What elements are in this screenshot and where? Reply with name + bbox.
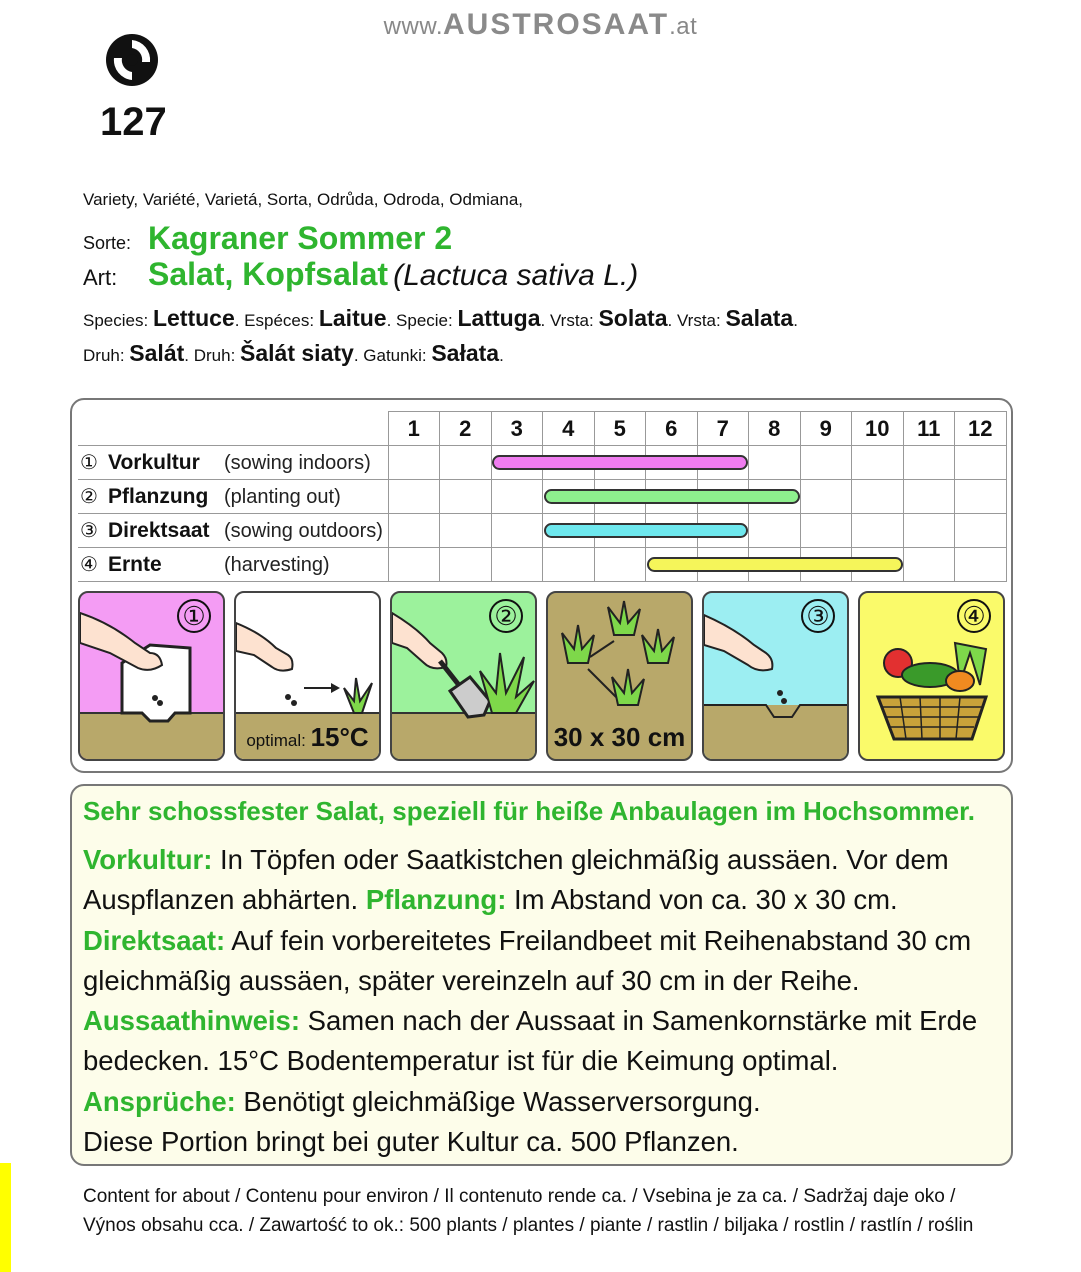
vorkultur-key: Vorkultur: bbox=[83, 844, 213, 875]
species-translations-line1: Species: Lettuce. Espéces: Laitue. Specie: Lattuga. Vrsta: Solata. Vrsta: Salata. bbox=[83, 305, 798, 331]
ansprueche-key: Ansprüche: bbox=[83, 1085, 236, 1117]
species-row bbox=[83, 256, 638, 293]
calendar-bar-4 bbox=[647, 557, 903, 572]
month-12: 12 bbox=[955, 412, 1007, 446]
pack-number: 127 bbox=[100, 100, 167, 144]
calendar-bar-2 bbox=[544, 489, 800, 504]
plant-spacing-value: 30 x 30 cm bbox=[553, 722, 686, 752]
species-name: Salat, Kopfsalat bbox=[148, 256, 389, 292]
calendar-row-pflanzung: ② Pflanzung (planting out) bbox=[78, 480, 1006, 514]
tile-germination-temperature bbox=[234, 591, 381, 761]
website-url: www.AUSTROSAAT.at bbox=[383, 8, 698, 41]
pflanzung-key: Pflanzung: bbox=[365, 884, 507, 916]
calendar-bar-1 bbox=[492, 455, 748, 470]
tile-sowing-indoors bbox=[78, 591, 225, 761]
variety-translations: Variety, Variété, Varietá, Sorta, Odrůda, Odroda, Odmiana, bbox=[83, 190, 524, 209]
step-number-2: ② bbox=[489, 599, 523, 633]
tile-sowing-outdoors bbox=[702, 591, 849, 761]
calendar-bar-3 bbox=[544, 523, 748, 538]
month-11: 11 bbox=[903, 412, 955, 446]
calendar-row-vorkultur: ① Vorkultur (sowing indoors) bbox=[78, 446, 1006, 480]
month-3: 3 bbox=[491, 412, 543, 446]
species-translations-line2: Druh: Salát. Druh: Šalát siaty. Gatunki: Sałata. bbox=[83, 340, 504, 366]
sorte-label: Sorte: bbox=[83, 233, 132, 253]
step-number-1: ① bbox=[177, 599, 211, 633]
month-7: 7 bbox=[697, 412, 749, 446]
month-2: 2 bbox=[440, 412, 492, 446]
step-number-3: ③ bbox=[801, 599, 835, 633]
content-amount-line2: Výnos obsahu cca. / Zawartość to ok.: 500 plants / plantes / piante / rastlin / biljaka / rostlin / rastlín / roślin bbox=[83, 1215, 974, 1236]
month-4: 4 bbox=[543, 412, 595, 446]
step-number-4: ④ bbox=[957, 599, 991, 633]
variety-row bbox=[83, 220, 452, 257]
month-10: 10 bbox=[852, 412, 904, 446]
variety-name: Kagraner Sommer 2 bbox=[148, 220, 453, 256]
art-label: Art: bbox=[83, 265, 118, 290]
calendar-row-direktsaat: ③ Direktsaat (sowing outdoors) bbox=[78, 514, 1006, 548]
growing-instructions-text: Vorkultur: In Töpfen oder Saatkistchen gleichmäßig aussäen. Vor dem Auspflanzen abhärten. Pflanzung: Im Abstand von ca. 30 x 30 cm. Direktsaat: Auf fein vorbereitetes Freilandbeet mit Reihenabstand 30 cm gleichmäßig aussäen, später vereinzeln auf 30 cm in der Reihe. Aussaathinweis: Samen nach der Aussaat in Samenkornstärke mit Erde bedecken. 15°C Bodentemperatur ist für die Keimung optimal. Ansprüche: Benötigt gleichmäßige Wasserversorgung. Diese Portion bringt bei guter Kultur ca. 500 Pflanzen. bbox=[83, 844, 978, 1158]
calendar-month-row bbox=[78, 412, 1006, 446]
content-amount-line1: Content for about / Contenu pour environ / Il contenuto rende ca. / Vsebina je za ca. / Sadržaj daje oko / bbox=[83, 1186, 956, 1207]
green-dot-recycle-icon bbox=[104, 32, 160, 88]
tile-plant-spacing bbox=[546, 591, 693, 761]
portion-yield: Diese Portion bringt bei guter Kultur ca. 500 Pflanzen. bbox=[83, 1126, 739, 1158]
direktsaat-key: Direktsaat: bbox=[83, 924, 226, 956]
calendar-row-ernte: ④ Ernte (harvesting) bbox=[78, 548, 1006, 582]
germination-temperature: optimal: 15°C bbox=[246, 722, 369, 752]
latin-name: (Lactuca sativa L.) bbox=[393, 259, 639, 292]
aussaat-key: Aussaathinweis: bbox=[83, 1005, 301, 1037]
month-6: 6 bbox=[646, 412, 698, 446]
edge-color-strip bbox=[0, 1163, 11, 1272]
variety-headline: Sehr schossfester Salat, speziell für heiße Anbaulagen im Hochsommer. bbox=[83, 796, 975, 826]
tile-harvesting bbox=[858, 591, 1005, 761]
month-8: 8 bbox=[749, 412, 801, 446]
tile-planting-out bbox=[390, 591, 537, 761]
month-5: 5 bbox=[594, 412, 646, 446]
month-9: 9 bbox=[800, 412, 852, 446]
month-1: 1 bbox=[388, 412, 440, 446]
